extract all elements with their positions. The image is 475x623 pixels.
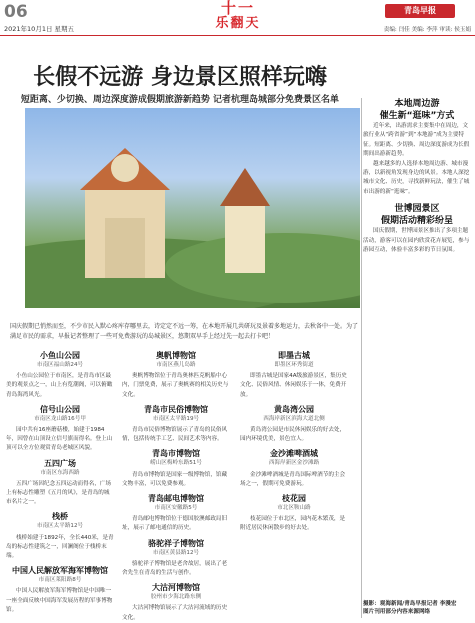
scenic-spot-address: 市南区太平路12号 bbox=[36, 523, 84, 530]
scenic-spot-name: 黄岛湾公园 bbox=[274, 404, 314, 414]
column-2 bbox=[122, 346, 230, 623]
editor-credits: 责编: 闫佳 美编: 李萍 审读: 侯玉娟 bbox=[383, 27, 471, 33]
scenic-spot-address: 市南区燕儿岛路 bbox=[156, 362, 196, 368]
sidebar-heading-1: 本地周边游 催生新“逛味”方式 bbox=[379, 99, 455, 121]
scenic-spot-description: 五四广场因纪念五四运动而得名，广场上有标志性雕塑《五月的风》，是青岛的城市名片之一。 bbox=[6, 480, 112, 506]
scenic-spot-address: 市南区太平路19号 bbox=[152, 415, 200, 422]
scenic-spot-name: 大沽河博物馆 bbox=[152, 583, 200, 593]
scenic-spot-name: 骆驼祥子博物馆 bbox=[148, 538, 204, 548]
lead-paragraph: 国庆假期已悄然而至，不少市民入默心疼库存哪里去，诗定定不远一筹，在本地开展几共研玩及景着多地运力，去秋备中一处。为了满足市民的需求，早报记者整理了一些可免费游玩的岛城景区，悠期双早手上经过先一起去打卡吧！ bbox=[10, 323, 359, 340]
scenic-spot-address: 市南区安徽路5号 bbox=[154, 505, 198, 512]
scenic-spot-description: 小鱼山公园位于市南区，是青岛市区最美的观景点之一，山上有览潮阁，可以俯瞰青岛海湾风光。 bbox=[6, 373, 113, 398]
scenic-spot-name: 小鱼山公园 bbox=[40, 351, 80, 360]
page-header bbox=[0, 0, 475, 36]
scenic-spot-address: 市南区龙山路16号甲 bbox=[34, 415, 86, 422]
scenic-spot-description: 黄岛湾公园是市民休闲娱乐的好去处，园内环境优美，景色宜人。 bbox=[240, 427, 346, 443]
scenic-spot-name: 青岛邮电博物馆 bbox=[148, 494, 204, 504]
column-divider bbox=[361, 98, 362, 618]
column-logo bbox=[198, 0, 278, 34]
scenic-spot-description: 青岛邮电博物馆位于德国胶澳邮政局旧址，展示了邮电通信的历史。 bbox=[122, 516, 228, 532]
newspaper-masthead: 青岛早报 bbox=[385, 4, 455, 18]
photo-credit-footer: 摄影：观海新闻/青岛早报记者 李漫宏 图片刊用部分内容来源网络 bbox=[363, 601, 457, 615]
scenic-spot-description: 大沽河博物馆展示了大沽河流域的历史文化。 bbox=[122, 605, 228, 621]
scenic-spot-description: 奥帆博物馆位于青岛奥林匹克帆船中心内，门票免费，展示了奥帆赛的相关历史与文化。 bbox=[122, 373, 229, 398]
scenic-spot-name: 枝花园 bbox=[282, 494, 306, 504]
sidebar-paragraph: 越来越多的人选择本地周边游、城市漫游，以新视角发现身边的风景。本地人深挖城市文化、历史，寻找新鲜玩法，催生了城市出游的新“逛味”。 bbox=[363, 160, 470, 195]
article-title: 长假不远游 身边景区照样玩嗨 bbox=[33, 65, 327, 90]
column-1 bbox=[6, 346, 114, 615]
scenic-spot-description: 即墨古城是国家4A级旅游景区，集历史文化、民俗风情、休闲娱乐于一体，免费开放。 bbox=[240, 373, 347, 398]
column-logo-line1: 十一 bbox=[220, 0, 255, 17]
scenic-spot-description: 枝花园位于市北区，园内花木繁茂，是附近居民休闲散步的好去处。 bbox=[240, 516, 346, 532]
scenic-spot-name: 信号山公园 bbox=[40, 404, 80, 414]
column-3 bbox=[240, 346, 348, 534]
scenic-spot-address: 市南区莱阳路8号 bbox=[38, 577, 82, 584]
scenic-spot-address: 市南区黄县路12号 bbox=[152, 549, 200, 556]
sidebar-paragraph: 近年来，出游需求主要集中在周边，文旅行业从“跨省游”到“本地游”成为主要特征。短距离、少切换、周边深度游成为长假期间出游新趋势。 bbox=[363, 123, 470, 158]
article-subtitle: 短距离、少切换、周边深度游成假期旅游新趋势 记者杭理岛城部分免费景区名单 bbox=[20, 95, 340, 105]
scenic-spot-address: 市南区东海西路 bbox=[40, 469, 80, 476]
sidebar-paragraph: 国庆假期，世博园景区推出了多项主题活动，游客可以在园内欣赏花卉展览，参与游园互动，体验丰富多彩的节日氛围。 bbox=[363, 228, 470, 254]
sidebar bbox=[363, 98, 471, 255]
column-logo-line2: 乐翻天 bbox=[215, 16, 261, 31]
scenic-spot-description: 栈桥始建于1892年，全长440米，是青岛的标志性建筑之一，回澜阁位于栈桥末端。 bbox=[6, 534, 114, 560]
scenic-spot-description: 园中共有16座蘑菇楼，始建于1984年，因曾在山顶设立信号旗而得名。登上山顶可以全方位观赏青岛老城区风貌。 bbox=[6, 427, 113, 452]
scenic-spot-name: 即墨古城 bbox=[278, 351, 310, 360]
main-photo bbox=[25, 108, 360, 308]
header-rule bbox=[0, 35, 475, 36]
scenic-spot-address: 崂山区梅岭东路51号 bbox=[150, 460, 202, 467]
scenic-spot-name: 五四广场 bbox=[44, 458, 76, 468]
page-number: 06 bbox=[4, 2, 28, 22]
sidebar-heading-2: 世博园景区 假期活动精彩纷呈 bbox=[380, 204, 453, 227]
scenic-spot-description: 金沙滩啤酒城是青岛国际啤酒节的主会场之一，假期可免费游玩。 bbox=[240, 471, 346, 487]
scenic-spot-description: 中国人民解放军海军博物馆是中国唯一一座全面反映中国海军发展历程的军事博物馆。 bbox=[6, 588, 113, 613]
scenic-spot-description: 青岛市博物馆是国家一级博物馆，馆藏文物丰富，可以免费参观。 bbox=[122, 471, 228, 487]
scenic-spot-name: 金沙滩啤酒城 bbox=[270, 449, 318, 459]
scenic-spot-name: 奥帆博物馆 bbox=[156, 351, 196, 360]
scenic-spot-description: 青岛市民俗博物馆展示了青岛的民俗风情，包括传统手工艺、民间艺术等内容。 bbox=[122, 427, 228, 443]
scenic-spot-address: 市北区鞍山路 bbox=[277, 505, 311, 512]
scenic-spot-description: 骆驼祥子博物馆是老舍故居，展出了老舍先生在青岛的生活与创作。 bbox=[122, 560, 228, 577]
scenic-spot-address: 胶州市少海北路东侧 bbox=[150, 594, 202, 601]
scenic-spot-name: 青岛市民俗博物馆 bbox=[144, 404, 208, 414]
photo-illustration bbox=[25, 108, 360, 308]
scenic-spot-address: 市南区福山路24号 bbox=[36, 362, 84, 368]
scenic-spot-name: 中国人民解放军海军博物馆 bbox=[12, 566, 108, 576]
scenic-spot-address: 即墨区环秀街道 bbox=[274, 362, 314, 368]
scenic-spot-name: 栈桥 bbox=[52, 512, 68, 522]
issue-date: 2021年10月1日 星期五 bbox=[4, 25, 75, 33]
scenic-spot-address: 西海岸新区滨海大道北侧 bbox=[263, 415, 325, 422]
scenic-spot-name: 青岛市博物馆 bbox=[152, 449, 200, 459]
scenic-spot-address: 西海岸新区金沙滩路 bbox=[268, 460, 320, 467]
